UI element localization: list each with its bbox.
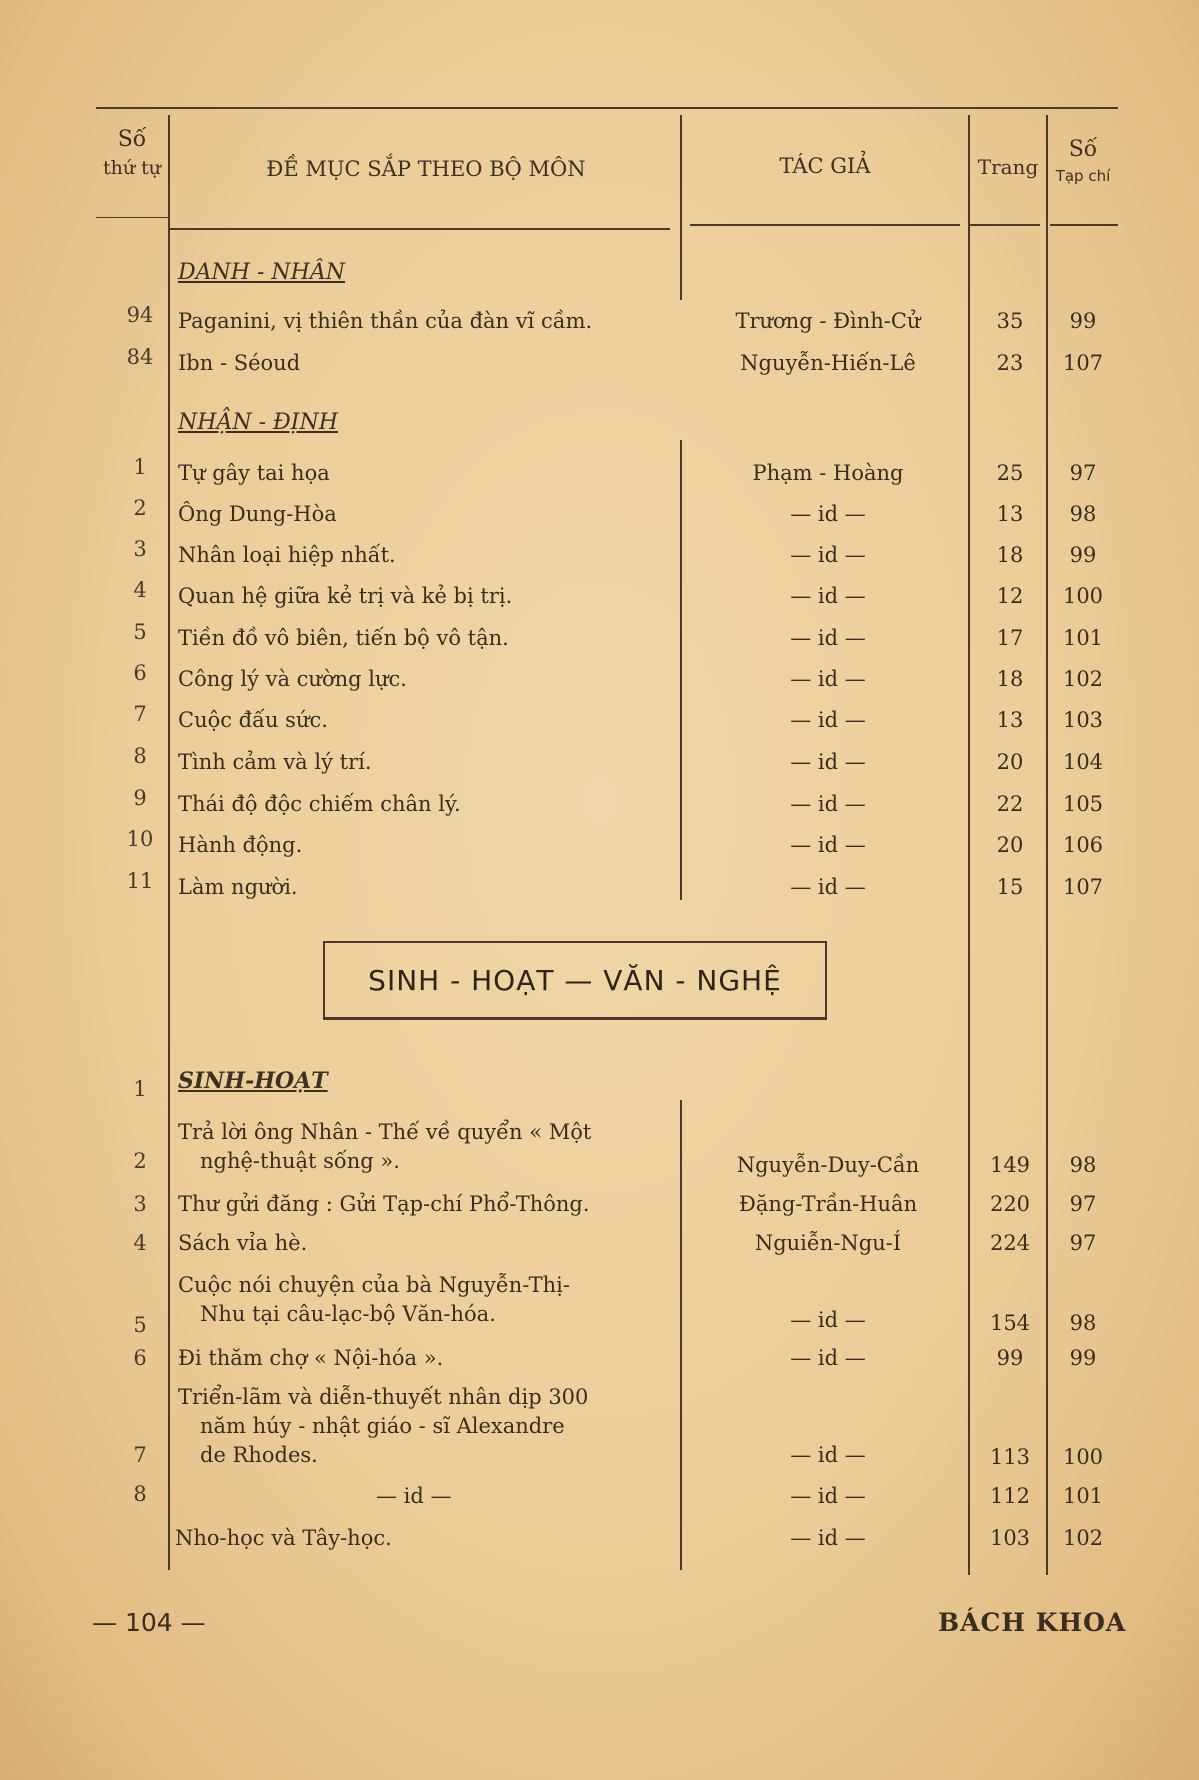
row-title: Sách vỉa hè. — [178, 1231, 308, 1255]
header-so-label: Số — [1068, 137, 1098, 162]
row-issue: 99 — [1069, 1346, 1097, 1370]
row-number: 7 — [133, 1443, 147, 1467]
row-author: — id — — [790, 708, 866, 732]
table-row — [0, 455, 1199, 497]
row-issue: 100 — [1062, 584, 1104, 608]
row-title-line: năm húy - nhật giáo - sĩ Alexandre — [200, 1414, 565, 1438]
row-issue: 106 — [1062, 833, 1104, 857]
row-issue: 101 — [1062, 1484, 1104, 1508]
row-issue: 101 — [1062, 626, 1104, 650]
row-title: Nhân loại hiệp nhất. — [178, 543, 396, 567]
table-row — [0, 786, 1199, 828]
row-author: Trương - Đình-Cử — [735, 309, 921, 333]
row-page: 220 — [989, 1192, 1031, 1216]
row-issue: 104 — [1062, 750, 1104, 774]
row-issue: 105 — [1062, 792, 1104, 816]
row-page: 113 — [989, 1445, 1031, 1469]
row-title: Cuộc đấu sức. — [178, 708, 328, 732]
row-page: 149 — [989, 1153, 1031, 1177]
row-title: Tự gây tai họa — [178, 461, 330, 485]
header-bottom-rule — [96, 217, 169, 218]
page-number: — 104 — — [92, 1608, 206, 1637]
row-title-line: Nhu tại câu-lạc-bộ Văn-hóa. — [200, 1302, 496, 1326]
row-issue: 107 — [1062, 351, 1104, 375]
table-row — [0, 345, 1199, 387]
row-page: 99 — [996, 1346, 1024, 1370]
row-title: Ibn - Séoud — [178, 351, 301, 375]
row-author: — id — — [790, 1443, 866, 1467]
row-number: 5 — [133, 620, 147, 644]
row-author: — id — — [790, 626, 866, 650]
column-divider-title — [680, 115, 682, 300]
row-issue: 107 — [1062, 875, 1104, 899]
row-number: 1 — [133, 455, 147, 479]
row-issue: 99 — [1069, 543, 1097, 567]
row-number: 4 — [133, 1231, 147, 1255]
header-thu-tu-label: thứ tự — [102, 157, 162, 180]
row-author: — id — — [790, 875, 866, 899]
row-title-line: Cuộc nói chuyện của bà Nguyễn-Thị- — [178, 1273, 570, 1297]
row-title: Hành động. — [178, 833, 303, 857]
section-danh-nhan: DANH - NHÂN — [178, 260, 345, 285]
table-top-rule — [96, 107, 1118, 109]
table-row — [0, 496, 1199, 538]
row-title: Làm người. — [178, 875, 298, 899]
row-page: 17 — [996, 626, 1024, 650]
row-issue: 98 — [1069, 1153, 1097, 1177]
row-issue: 102 — [1062, 667, 1104, 691]
section-sinh-hoat: SINH-HOẠT — [178, 1068, 328, 1094]
row-number: 94 — [126, 303, 154, 327]
section-banner-sinh-hoat-van-nghe: SINH - HOẠT — VĂN - NGHỆ — [323, 941, 827, 1019]
row-number: 5 — [133, 1313, 147, 1337]
table-row — [0, 661, 1199, 703]
row-page: 154 — [989, 1311, 1031, 1335]
table-row — [0, 1120, 1199, 1186]
header-de-muc: ĐỀ MỤC SẮP THEO BỘ MÔN — [266, 157, 586, 181]
header-so-thu-tu — [96, 128, 168, 179]
row-issue: 97 — [1069, 1192, 1097, 1216]
row-title: Quan hệ giữa kẻ trị và kẻ bị trị. — [178, 584, 513, 608]
row-title: Công lý và cường lực. — [178, 667, 407, 691]
row-title: Thư gửi đăng : Gửi Tạp-chí Phổ-Thông. — [178, 1192, 590, 1216]
row-issue: 97 — [1069, 461, 1097, 485]
row-number: 84 — [126, 345, 154, 369]
row-title: Thái độ độc chiếm chân lý. — [178, 792, 461, 816]
row-title: Ông Dung-Hòa — [178, 502, 337, 526]
table-row — [0, 578, 1199, 620]
table-row — [0, 1484, 1199, 1520]
header-bottom-rule — [970, 224, 1040, 226]
header-so-label: Số — [117, 127, 147, 152]
table-row — [0, 1526, 1199, 1562]
row-number: 2 — [133, 496, 147, 520]
row-issue: 97 — [1069, 1231, 1097, 1255]
banner-underline — [323, 1017, 827, 1020]
row-issue: 102 — [1062, 1526, 1104, 1550]
magazine-name: BÁCH KHOA — [938, 1608, 1127, 1637]
row-author: Nguyễn-Duy-Cần — [736, 1153, 920, 1177]
row-page: 35 — [996, 309, 1024, 333]
row-page: 20 — [996, 750, 1024, 774]
row-author: — id — — [790, 792, 866, 816]
table-row — [0, 1231, 1199, 1267]
row-author: — id — — [790, 584, 866, 608]
row-author: — id — — [790, 1308, 866, 1332]
row-author: — id — — [790, 667, 866, 691]
row-page: 13 — [996, 502, 1024, 526]
row-title-line: de Rhodes. — [200, 1443, 318, 1467]
row-page: 12 — [996, 584, 1024, 608]
header-bottom-rule — [1050, 224, 1118, 226]
row-author: — id — — [790, 833, 866, 857]
row-author: Nguyễn-Hiến-Lê — [740, 351, 916, 375]
row-title-line: Trả lời ông Nhân - Thế về quyển « Một — [178, 1120, 592, 1144]
row-page: 13 — [996, 708, 1024, 732]
row-title: Tình cảm và lý trí. — [178, 750, 372, 774]
row-issue: 98 — [1069, 1311, 1097, 1335]
table-row — [0, 537, 1199, 579]
row-number: 6 — [133, 661, 147, 685]
table-row — [0, 869, 1199, 911]
row-issue: 99 — [1069, 309, 1097, 333]
row-author: Nguiễn-Ngu-Í — [754, 1231, 902, 1255]
row-title: Nho-học và Tây-học. — [175, 1526, 392, 1550]
row-number: 6 — [133, 1346, 147, 1370]
header-bottom-rule — [170, 228, 670, 230]
row-title-line: Triển-lãm và diễn-thuyết nhân dịp 300 — [178, 1385, 589, 1409]
row-issue: 98 — [1069, 502, 1097, 526]
section-nhan-dinh: NHẬN - ĐỊNH — [178, 410, 338, 435]
header-tac-gia: TÁC GIẢ — [779, 154, 871, 178]
table-row — [0, 1346, 1199, 1382]
row-number: 7 — [133, 702, 147, 726]
row-page: 112 — [989, 1484, 1031, 1508]
header-trang: Trang — [977, 155, 1039, 179]
row-title-line: nghệ-thuật sống ». — [200, 1149, 400, 1173]
row-page: 18 — [996, 667, 1024, 691]
row-author: — id — — [790, 750, 866, 774]
row-author: — id — — [790, 1526, 866, 1550]
header-tap-chi-label: Tạp chí — [1055, 167, 1111, 186]
row-number: 10 — [126, 827, 154, 851]
table-row — [0, 303, 1199, 345]
row-number: 2 — [133, 1149, 147, 1173]
row-title: Đi thăm chợ « Nội-hóa ». — [178, 1346, 444, 1370]
header-so-tap-chi — [1048, 138, 1118, 185]
row-author: — id — — [790, 1346, 866, 1370]
row-number: 9 — [133, 786, 147, 810]
row-number: 8 — [133, 744, 147, 768]
row-page: 18 — [996, 543, 1024, 567]
row-page: 103 — [989, 1526, 1031, 1550]
row-title: Paganini, vị thiên thần của đàn vĩ cầm. — [178, 309, 593, 333]
row-page: 15 — [996, 875, 1024, 899]
row-author: Đặng-Trần-Huân — [738, 1192, 918, 1216]
row-title: — id — — [376, 1484, 452, 1508]
table-row — [0, 1192, 1199, 1228]
table-row — [0, 827, 1199, 869]
header-bottom-rule — [690, 224, 960, 226]
row-author: — id — — [790, 543, 866, 567]
row-number: 8 — [133, 1482, 147, 1506]
row-page: 224 — [989, 1231, 1031, 1255]
table-row — [0, 1385, 1199, 1485]
table-row — [0, 702, 1199, 744]
table-row — [0, 620, 1199, 662]
row-author: — id — — [790, 502, 866, 526]
row-author: — id — — [790, 1484, 866, 1508]
table-row — [0, 1273, 1199, 1339]
row-number: 4 — [133, 578, 147, 602]
row-page: 20 — [996, 833, 1024, 857]
row-number: 11 — [126, 869, 154, 893]
row-issue: 100 — [1062, 1445, 1104, 1469]
row-number: 3 — [133, 1192, 147, 1216]
row-author: Phạm - Hoàng — [752, 461, 904, 485]
row-issue: 103 — [1062, 708, 1104, 732]
row-page: 23 — [996, 351, 1024, 375]
row-title: Tiền đồ vô biên, tiến bộ vô tận. — [178, 626, 509, 650]
row-number: 3 — [133, 537, 147, 561]
row-number: 1 — [133, 1077, 147, 1101]
row-page: 25 — [996, 461, 1024, 485]
table-row — [0, 744, 1199, 786]
row-page: 22 — [996, 792, 1024, 816]
